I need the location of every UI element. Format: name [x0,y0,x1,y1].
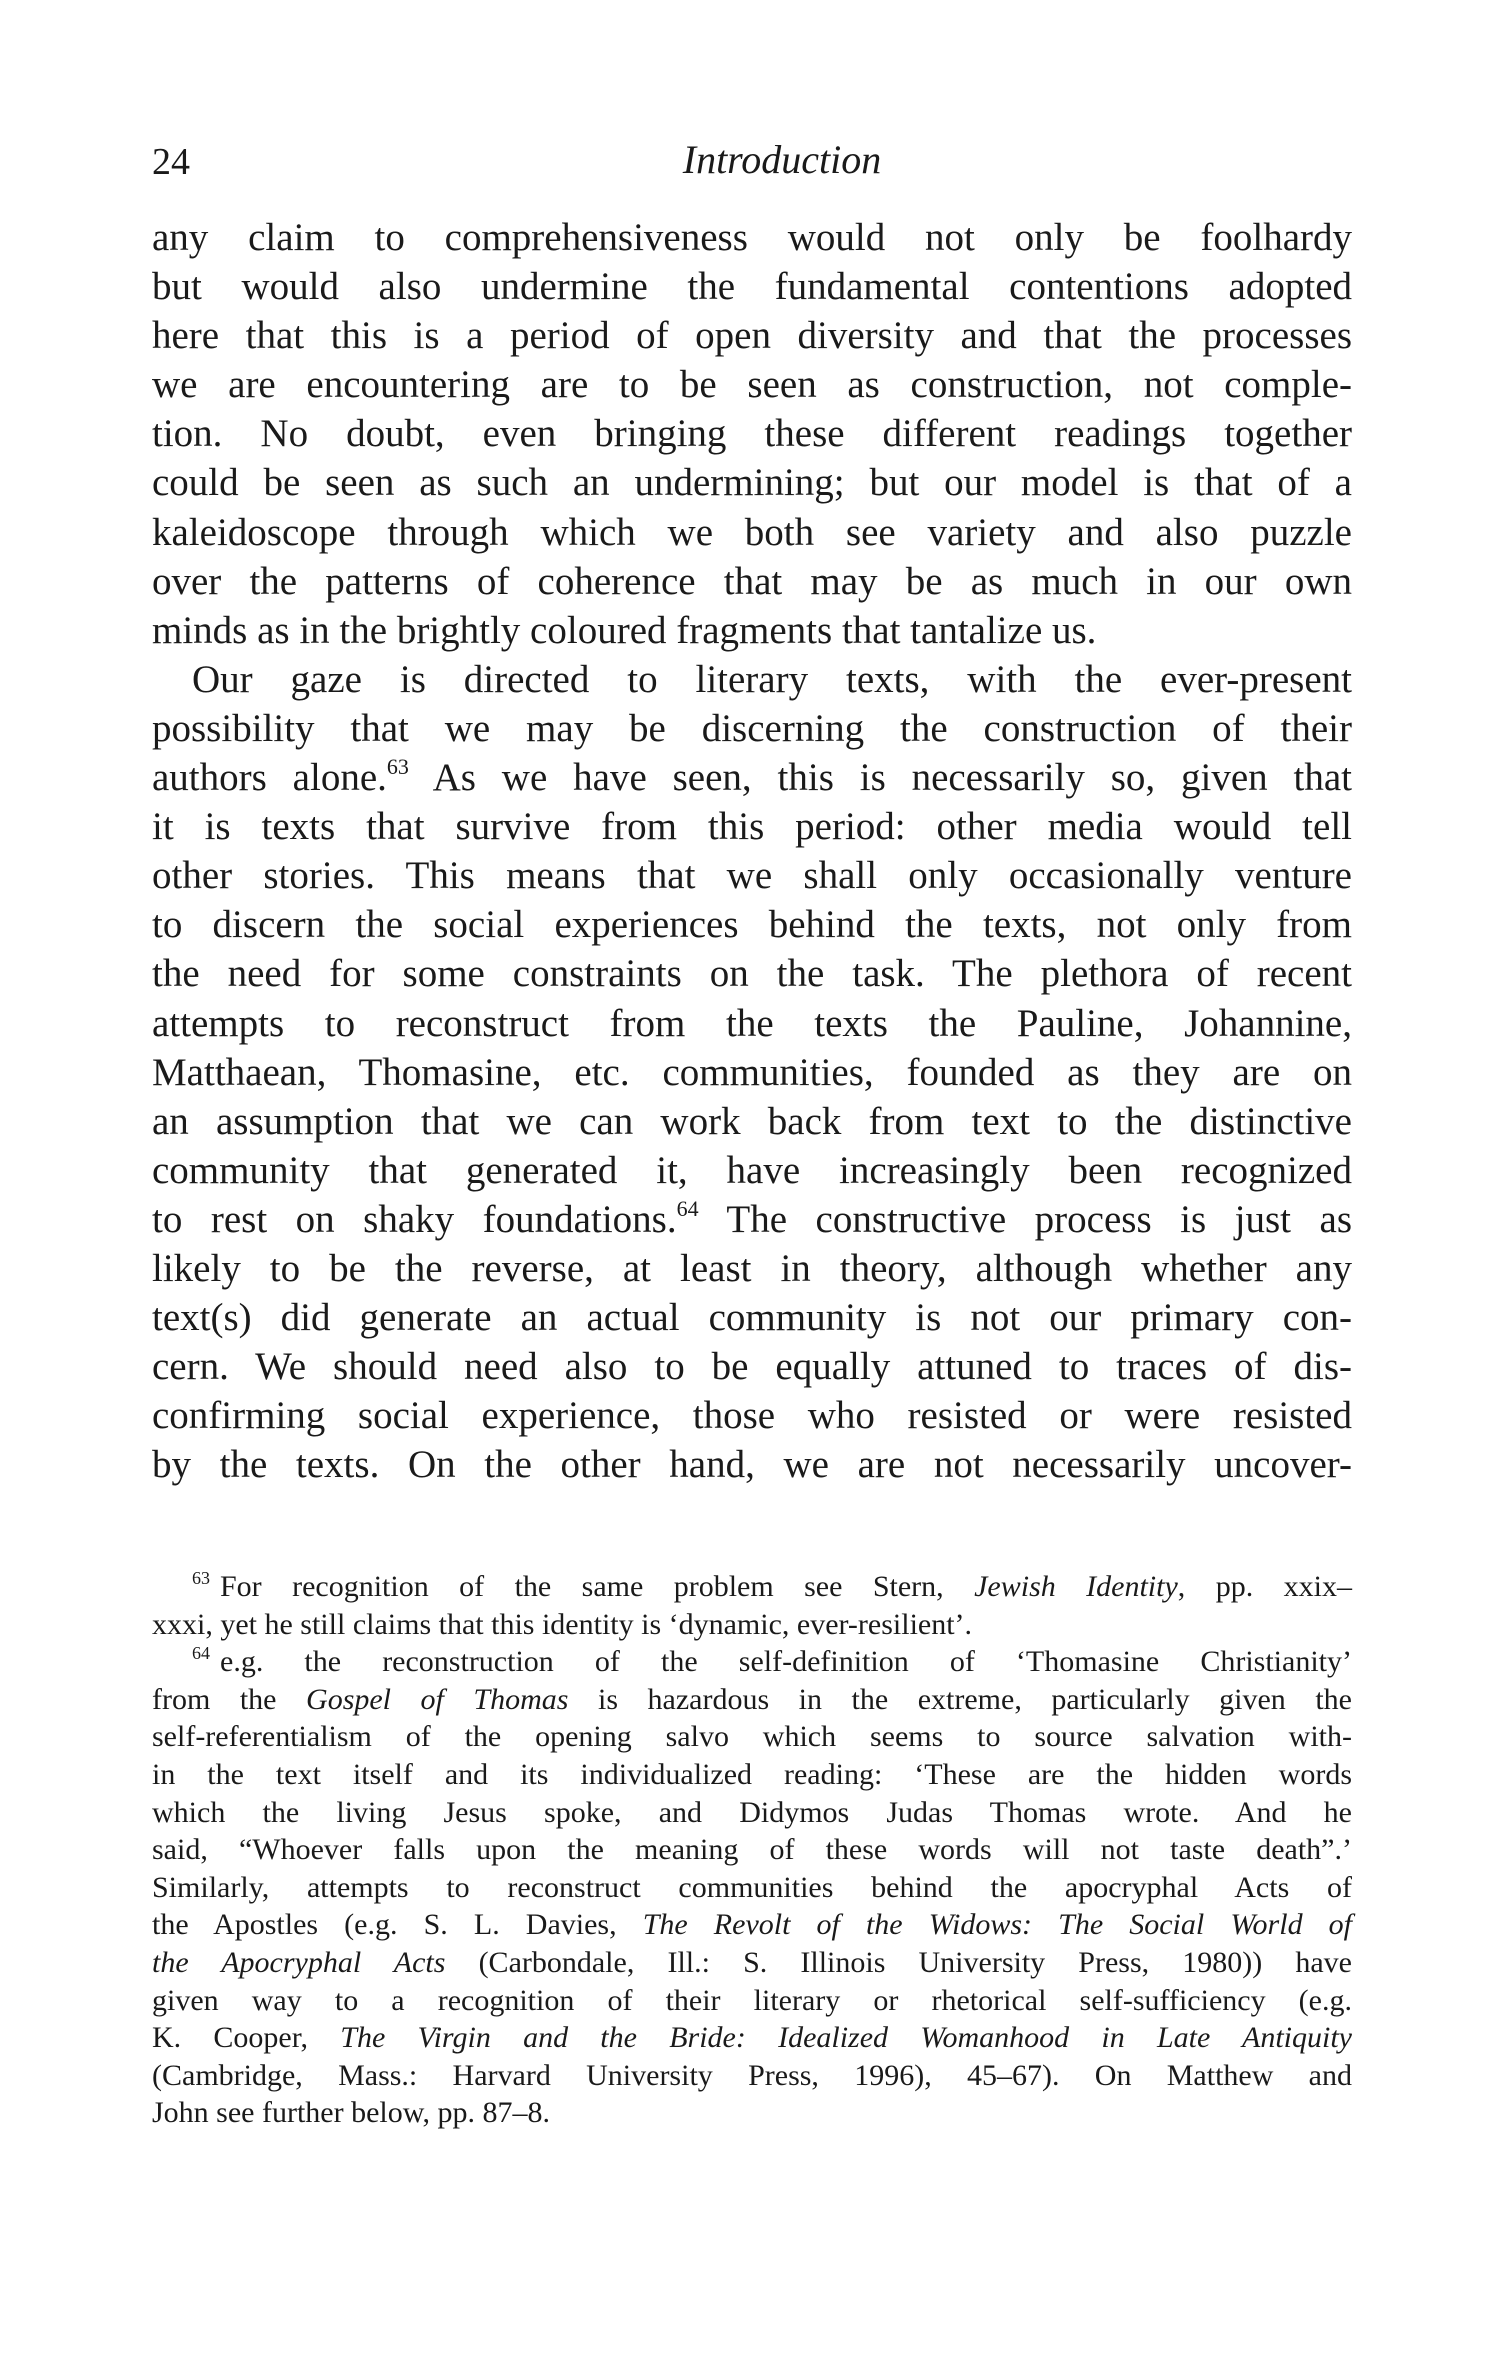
body-line: tion. No doubt, even bringing these different readings together [152,412,1352,456]
body-line-with-footnote-ref [152,753,1352,802]
footnote-text: e.g. the reconstruction of the self-definition of ‘Thomasine Christianity’ [220,1645,1352,1679]
body-line: text(s) did generate an actual community is not our primary con- [152,1296,1352,1340]
footnote-64-line: Similarly, attempts to reconstruct communities behind the apocryphal Acts of [152,1870,1352,1904]
body-line-text: authors alone. [152,756,387,800]
footnote-64-line: said, “Whoever falls upon the meaning of these words will not taste death”.’ [152,1833,1352,1867]
footnote-64-line [152,1906,1352,1944]
footnote-63-line: xxxi, yet he still claims that this identity is ‘dynamic, ever-resilient’. [152,1607,973,1641]
footnote-64-line: self-referentialism of the opening salvo which seems to source salvation with- [152,1720,1352,1754]
running-title: Introduction [682,137,882,182]
body-line: cern. We should need also to be equally attuned to traces of dis- [152,1345,1352,1389]
body-line: the need for some constraints on the task. The plethora of recent [152,952,1352,996]
body-text [152,213,1352,1489]
body-line: any claim to comprehensiveness would not only be foolhardy [152,216,1352,259]
footnote-64-line [152,1944,1352,1982]
body-line: minds as in the brightly coloured fragments that tantalize us. [152,608,1097,652]
body-line: by the texts. On the other hand, we are not necessarily uncover- [152,1443,1352,1487]
footnote-64-line: John see further below, pp. 87–8. [152,2096,550,2130]
footnote-63-line [152,1568,1352,1606]
footnote-number-64: 64 [192,1643,210,1664]
body-line: other stories. This means that we shall only occasionally venture [152,854,1352,898]
body-line: kaleidoscope through which we both see variety and also puzzle [152,510,1352,554]
body-line: Our gaze is directed to literary texts, with the ever-present [192,657,1352,701]
footnote-text: K. Cooper, [152,2021,341,2055]
body-line: but would also undermine the fundamental contentions adopted [152,265,1352,309]
footnote-ref-64[interactable]: 64 [676,1195,699,1221]
book-title: The Virgin and the Bride: Idealized Womanhood in Late Antiquity [340,2021,1352,2055]
footnote-text: For recognition of the same problem see Stern, [220,1570,975,1603]
footnote-64-line [152,2019,1352,2057]
body-line-text: to rest on shaky foundations. [152,1197,677,1241]
body-line-with-footnote-ref [152,1195,1352,1244]
book-title: the Apocryphal Acts [152,1945,446,1979]
body-line: possibility that we may be discerning the construction of their [152,706,1352,750]
body-line: could be seen as such an undermining; but our model is that of a [152,461,1352,505]
footnote-64-line [152,1643,1352,1681]
footnote-64-line: (Cambridge, Mass.: Harvard University Press, 1996), 45–67). On Matthew and [152,2058,1352,2092]
body-line: we are encountering are to be seen as construction, not comple- [152,363,1352,407]
body-line: Matthaean, Thomasine, etc. communities, founded as they are on [152,1050,1352,1094]
body-line-text: The constructive process is just as [726,1197,1353,1241]
body-line: attempts to reconstruct from the texts the Pauline, Johannine, [152,1001,1352,1045]
footnote-text: the Apostles (e.g. S. L. Davies, [152,1908,643,1942]
footnote-text: is hazardous in the extreme, particularly given the [568,1682,1352,1716]
footnote-64-line [152,1681,1352,1719]
footnotes [152,1568,1352,2132]
page-number: 24 [152,141,190,183]
running-head [152,137,1352,190]
body-line: over the patterns of coherence that may be as much in our own [152,559,1352,603]
body-line: community that generated it, have increasingly been recognized [152,1148,1352,1192]
book-title: Jewish Identity [974,1570,1178,1603]
footnote-text: from the [152,1682,307,1716]
footnote-64-line: given way to a recognition of their literary or rhetorical self-sufficiency (e.g. [152,1983,1352,2017]
body-line: an assumption that we can work back from text to the distinctive [152,1099,1352,1143]
body-line-text: As we have seen, this is necessarily so, given that [432,756,1353,800]
book-title: The Revolt of the Widows: The Social World of [642,1908,1352,1942]
footnote-text: , pp. xxix– [1177,1570,1352,1603]
book-title: Gospel of Thomas [306,1682,569,1716]
footnote-64-line: which the living Jesus spoke, and Didymos Judas Thomas wrote. And he [152,1795,1352,1829]
body-line: to discern the social experiences behind the texts, not only from [152,903,1352,947]
body-line: confirming social experience, those who resisted or were resisted [152,1394,1352,1438]
footnote-64-line: in the text itself and its individualized reading: ‘These are the hidden words [152,1757,1352,1791]
body-line: it is texts that survive from this period: other media would tell [152,805,1352,849]
footnote-text: (Carbondale, Ill.: S. Illinois University Press, 1980)) have [445,1945,1352,1979]
body-line: here that this is a period of open diversity and that the processes [152,314,1352,358]
footnote-ref-63[interactable]: 63 [386,754,409,780]
body-line: likely to be the reverse, at least in theory, although whether any [152,1246,1352,1290]
footnote-number-63: 63 [192,1568,210,1588]
